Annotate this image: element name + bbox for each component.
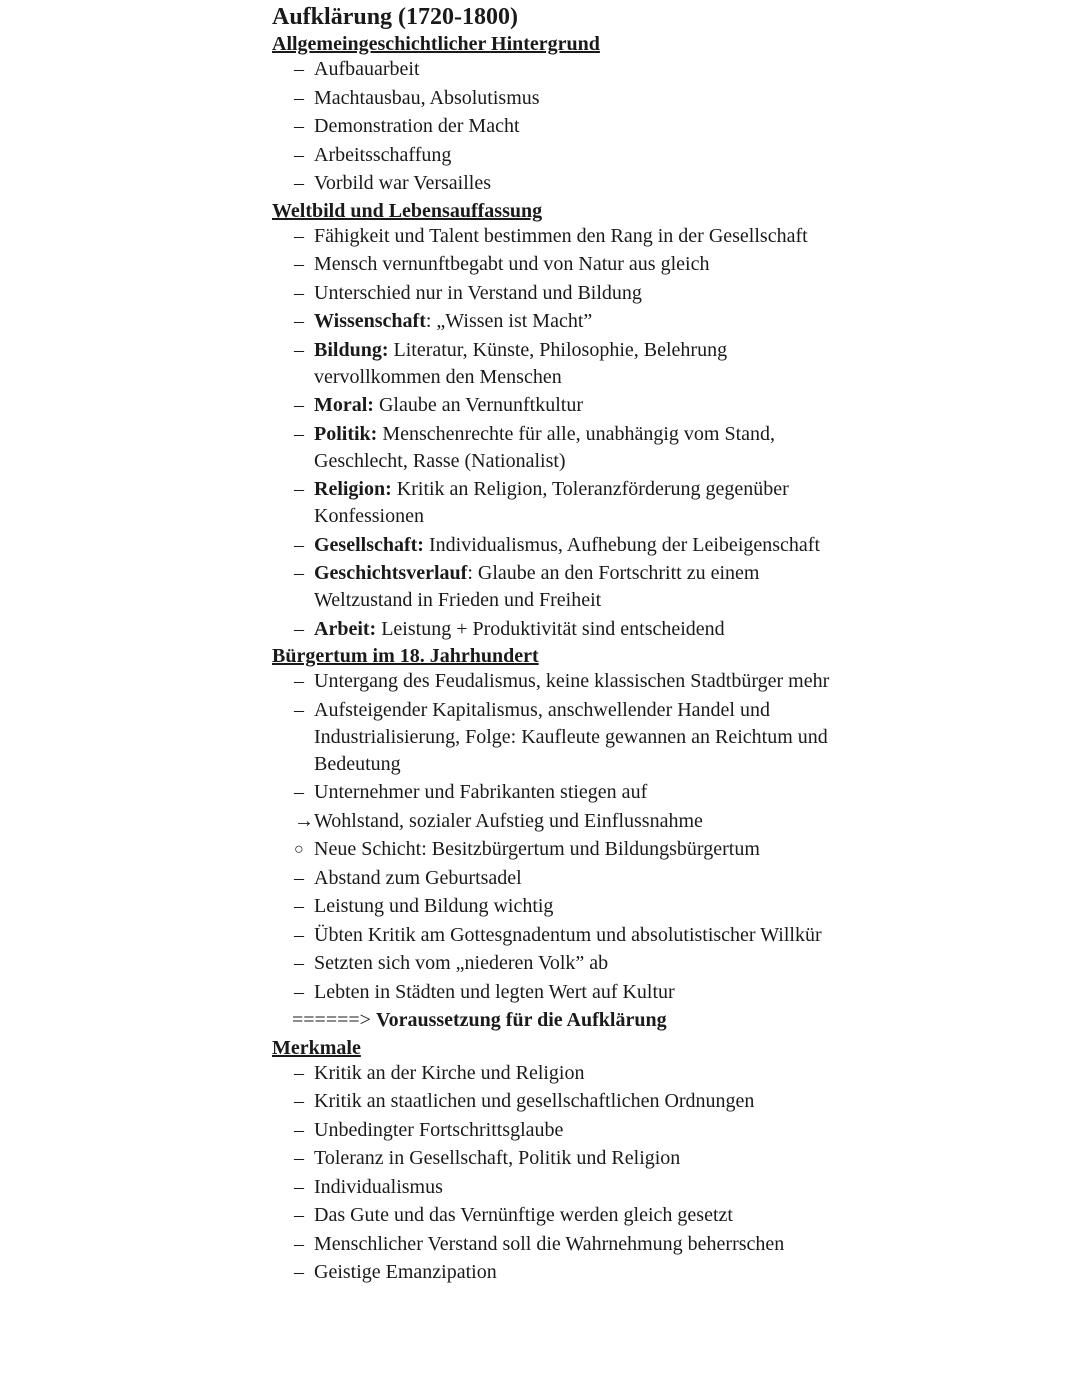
item-text: Abstand zum Geburtsadel [314,866,522,889]
circle-bullet-icon: ○ [294,841,304,858]
item-text: Aufbauarbeit [314,58,420,80]
dash-bullet-icon: – [294,224,304,247]
list-item [272,142,832,169]
item-text: Toleranz in Gesellschaft, Politik und Religion [314,1147,681,1169]
item-label: Politik: [314,422,378,445]
item-text: Menschenrechte für alle, unabhängig vom Stand, Geschlecht, Rasse (Nationalist) [314,422,775,472]
dash-bullet-icon: – [294,253,304,275]
list-item [272,865,832,892]
page-title: Aufklärung (1720-1800) [272,4,519,30]
item-text: Kritik an staatlichen und gesellschaftlichen Ordnungen [314,1090,755,1112]
dash-bullet-icon: – [294,338,304,361]
item-text: Geistige Emanzipation [314,1261,497,1283]
item-text: : Glaube an den Fortschritt zu einem Weltzustand in Frieden und Freiheit [314,562,760,611]
item-text: Glaube an Vernunftkultur [373,394,584,416]
item-text: Aufsteigender Kapitalismus, anschwellender Handel und Industrialisierung, Folge: Kaufleute gewannen an Reichtum und Bedeutung [314,698,828,775]
item-text: Kritik an Religion, Toleranzförderung gegenüber Konfessionen [314,478,789,527]
item-text: Übten Kritik am Gottesgnadentum und absolutistischer Willkür [314,923,822,946]
item-label: Religion: [314,478,392,500]
list-item [272,476,832,530]
dash-bullet-icon: – [294,952,304,974]
dash-bullet-icon: – [294,478,304,500]
list-item [272,808,832,835]
dash-bullet-icon: – [294,1261,304,1283]
list-item [272,1231,832,1258]
dash-bullet-icon: – [294,1147,304,1169]
item-text: Unterschied nur in Verstand und Bildung [314,281,642,304]
item-text: Wohlstand, sozialer Aufstieg und Einflussnahme [314,809,703,832]
item-label: Wissenschaft [314,310,426,332]
list-item [272,337,832,391]
list-item [272,979,832,1006]
section-heading: Weltbild und Lebensauffassung [272,199,543,222]
list-item [272,668,832,695]
item-text: Machtausbau, Absolutismus [314,86,540,109]
list-item [272,1174,832,1201]
list-item [272,836,832,863]
list-item [272,1259,832,1286]
dash-bullet-icon: – [294,1232,304,1255]
dash-bullet-icon: – [294,310,304,332]
item-text: Demonstration der Macht [314,115,520,137]
section-heading: Merkmale [272,1036,361,1059]
list-item [272,779,832,806]
list-item [272,280,832,307]
list-item [272,616,832,643]
section-heading: Bürgertum im 18. Jahrhundert [272,645,539,667]
arrow-icon: → [294,809,314,832]
item-label: Moral: [314,394,374,416]
section-heading: Allgemeingeschichtlicher Hintergrund [272,33,600,55]
list-item [272,922,832,949]
dash-bullet-icon: – [294,394,304,416]
list-item [272,308,832,335]
item-text: Mensch vernunftbegabt und von Natur aus gleich [314,253,710,275]
item-text: Setzten sich vom „niederen Volk” ab [314,952,609,974]
dash-bullet-icon: – [294,143,304,166]
item-text: Lebten in Städten und legten Wert auf Kultur [314,980,675,1003]
dash-bullet-icon: – [294,1090,304,1112]
dash-bullet-icon: – [294,281,304,304]
dash-bullet-icon: – [294,1204,304,1226]
dash-bullet-icon: – [294,617,304,640]
item-text: Leistung und Bildung wichtig [314,895,554,917]
dash-bullet-icon: – [294,923,304,946]
list-item [272,56,832,83]
conclusion-text: Voraussetzung für die Aufklärung [375,1009,667,1031]
item-text: : „Wissen ist Macht” [425,310,593,332]
item-label: Arbeit: [314,617,377,640]
dash-bullet-icon: – [294,980,304,1003]
sections-container [272,32,832,1286]
dash-bullet-icon: – [294,422,304,445]
document [272,2,832,1288]
dash-bullet-icon: – [294,866,304,889]
dash-bullet-icon: – [294,58,304,80]
list-item [272,697,832,778]
dash-bullet-icon: – [294,698,304,721]
list-item [272,532,832,559]
dash-bullet-icon: – [294,1175,304,1198]
list-item [272,421,832,475]
list-item [272,392,832,419]
item-text: Fähigkeit und Talent bestimmen den Rang in der Gesellschaft [314,224,808,247]
item-text: Vorbild war Versailles [314,172,492,194]
list-item [272,1088,832,1115]
item-text: Leistung + Produktivität sind entscheidend [376,617,725,640]
dash-bullet-icon: – [294,1061,304,1084]
section-list [272,223,832,643]
list-item [272,1060,832,1087]
dash-bullet-icon: – [294,895,304,917]
item-text: Unternehmer und Fabrikanten stiegen auf [314,781,648,803]
list-item [272,251,832,278]
item-text: Menschlicher Verstand soll die Wahrnehmung beherrschen [314,1232,785,1255]
item-text: Untergang des Feudalismus, keine klassischen Stadtbürger mehr [314,670,830,692]
section-list [272,1060,832,1287]
conclusion-item [272,1007,832,1034]
list-item [272,85,832,112]
list-item [272,950,832,977]
dash-bullet-icon: – [294,86,304,109]
list-item [272,1202,832,1229]
list-item [272,223,832,250]
list-item [272,1117,832,1144]
list-item [272,113,832,140]
dash-bullet-icon: – [294,533,304,556]
list-item [272,170,832,197]
dash-bullet-icon: – [294,781,304,803]
section-list [272,668,832,1034]
list-item [272,560,832,614]
item-label: Geschichtsverlauf [314,562,468,584]
dash-bullet-icon: – [294,172,304,194]
item-text: Individualismus [314,1175,443,1198]
item-text: Kritik an der Kirche und Religion [314,1061,585,1084]
item-text: Das Gute und das Vernünftige werden gleich gesetzt [314,1204,733,1226]
item-text: Arbeitsschaffung [314,143,452,166]
dash-bullet-icon: – [294,670,304,692]
item-label: Bildung: [314,338,389,361]
dash-bullet-icon: – [294,115,304,137]
double-arrow-icon: ======> [292,1009,376,1031]
list-item [272,1145,832,1172]
section-list [272,56,832,197]
dash-bullet-icon: – [294,562,304,584]
item-text: Neue Schicht: Besitzbürgertum und Bildungsbürgertum [314,838,760,860]
list-item [272,893,832,920]
dash-bullet-icon: – [294,1118,304,1141]
item-text: Individualismus, Aufhebung der Leibeigenschaft [423,533,820,556]
item-label: Gesellschaft: [314,533,424,556]
item-text: Unbedingter Fortschrittsglaube [314,1118,564,1141]
item-text: Literatur, Künste, Philosophie, Belehrung vervollkommen den Menschen [314,338,728,388]
